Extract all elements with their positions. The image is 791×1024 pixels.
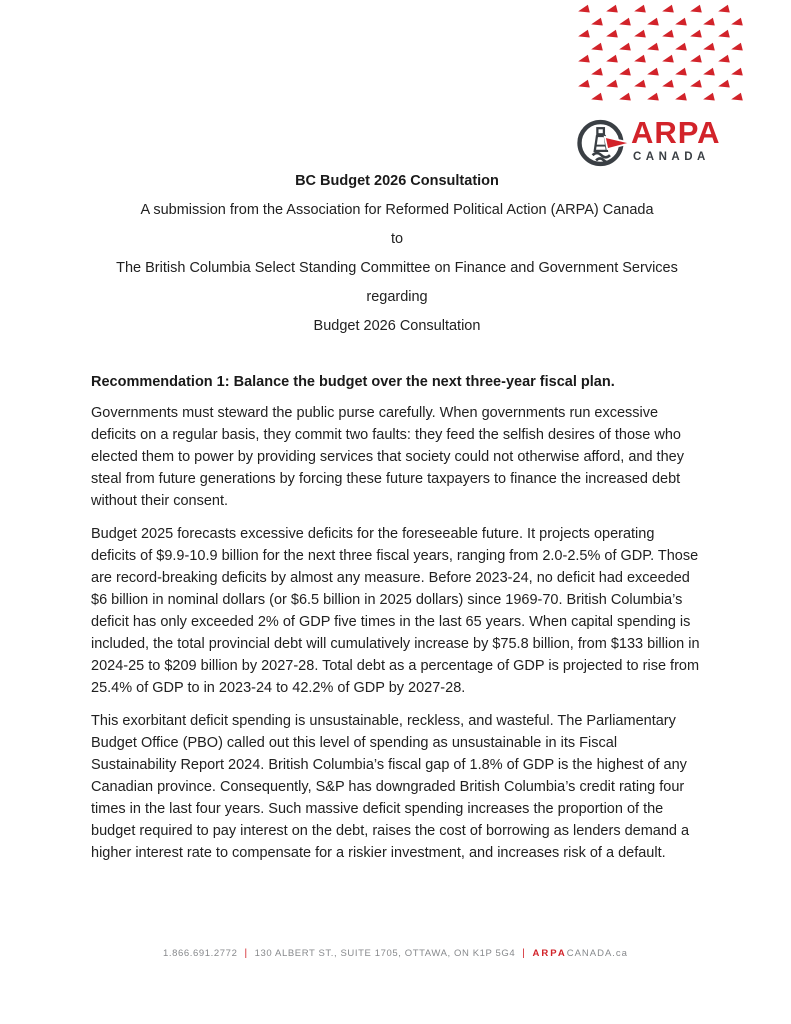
footer-address: 130 ALBERT ST., SUITE 1705, OTTAWA, ON K1P 5G4 <box>254 948 516 959</box>
body-paragraph: Budget 2025 forecasts excessive deficits for the foreseeable future. It projects operating deficits of $9.9-10.9 billion for the next three fiscal years, ranging from 2.0-2.5% of GDP. Those are record-breaking deficits by almost any measure. Before 2023-24, no deficit had exceeded $6 billion in nominal dollars (or $6.5 billion in 2025 dollars) since 1969-70. British Columbia’s deficit has only exceeded 2% of GDP five times in the last 65 years. When capital spending is included, the total provincial debt will cumulatively increase by $75.8 billion, from $133 billion in 2024-25 to $209 billion by 2027-28. Total debt as a percentage of GDP is projected to rise from 25.4% of GDP to in 2023-24 to 42.2% of GDP by 2027-28. <box>91 526 700 696</box>
footer-site-brand: ARPA <box>532 948 567 959</box>
brand-name: ARPA <box>631 115 721 150</box>
body-paragraph: This exorbitant deficit spending is unsustainable, reckless, and wasteful. The Parliamentary Budget Office (PBO) called out this level of spending as unsustainable in its Fiscal Sustainability Report 2024. British Columbia’s fiscal gap of 1.8% of GDP is the highest of any Canadian province. Consequently, S&P has downgraded British Columbia’s credit rating four times in the last four years. Such massive deficit spending increases the proportion of the budget required to pay interest on the debt, raises the cost of borrowing as lenders demand a higher interest rate to compensate for a riskier investment, and increases risk of a default. <box>91 713 690 861</box>
document-title: BC Budget 2026 Consultation <box>295 173 499 189</box>
subtitle-line-committee: The British Columbia Select Standing Committee on Finance and Government Services <box>116 260 678 276</box>
footer-website <box>532 948 627 959</box>
body-paragraph: Governments must steward the public purse carefully. When governments run excessive deficits on a regular basis, they commit two faults: they feed the selfish desires of those who elected them to power by providing services that society could not otherwise afford, and they steal from future generations by forcing these future taxpayers to finance the increased debt without their consent. <box>91 405 684 509</box>
subtitle-line-to: to <box>390 231 404 247</box>
subtitle-line-budget: Budget 2026 Consultation <box>313 318 481 334</box>
footer-site-domain: CANADA.ca <box>566 948 628 959</box>
footer-phone: 1.866.691.2772 <box>163 948 238 959</box>
logo-triangle-pattern <box>578 6 730 106</box>
document-body <box>91 371 703 875</box>
title-block <box>91 167 703 341</box>
footer-separator: | <box>522 948 526 959</box>
page-footer <box>0 948 791 959</box>
arpa-logo <box>575 112 721 175</box>
brand-country: CANADA <box>633 151 710 163</box>
recommendation-heading: Recommendation 1: Balance the budget over the next three-year fiscal plan. <box>91 374 615 390</box>
subtitle-line-submission: A submission from the Association for Reformed Political Action (ARPA) Canada <box>140 202 654 218</box>
footer-separator: | <box>244 948 248 959</box>
subtitle-line-regarding: regarding <box>366 289 428 305</box>
